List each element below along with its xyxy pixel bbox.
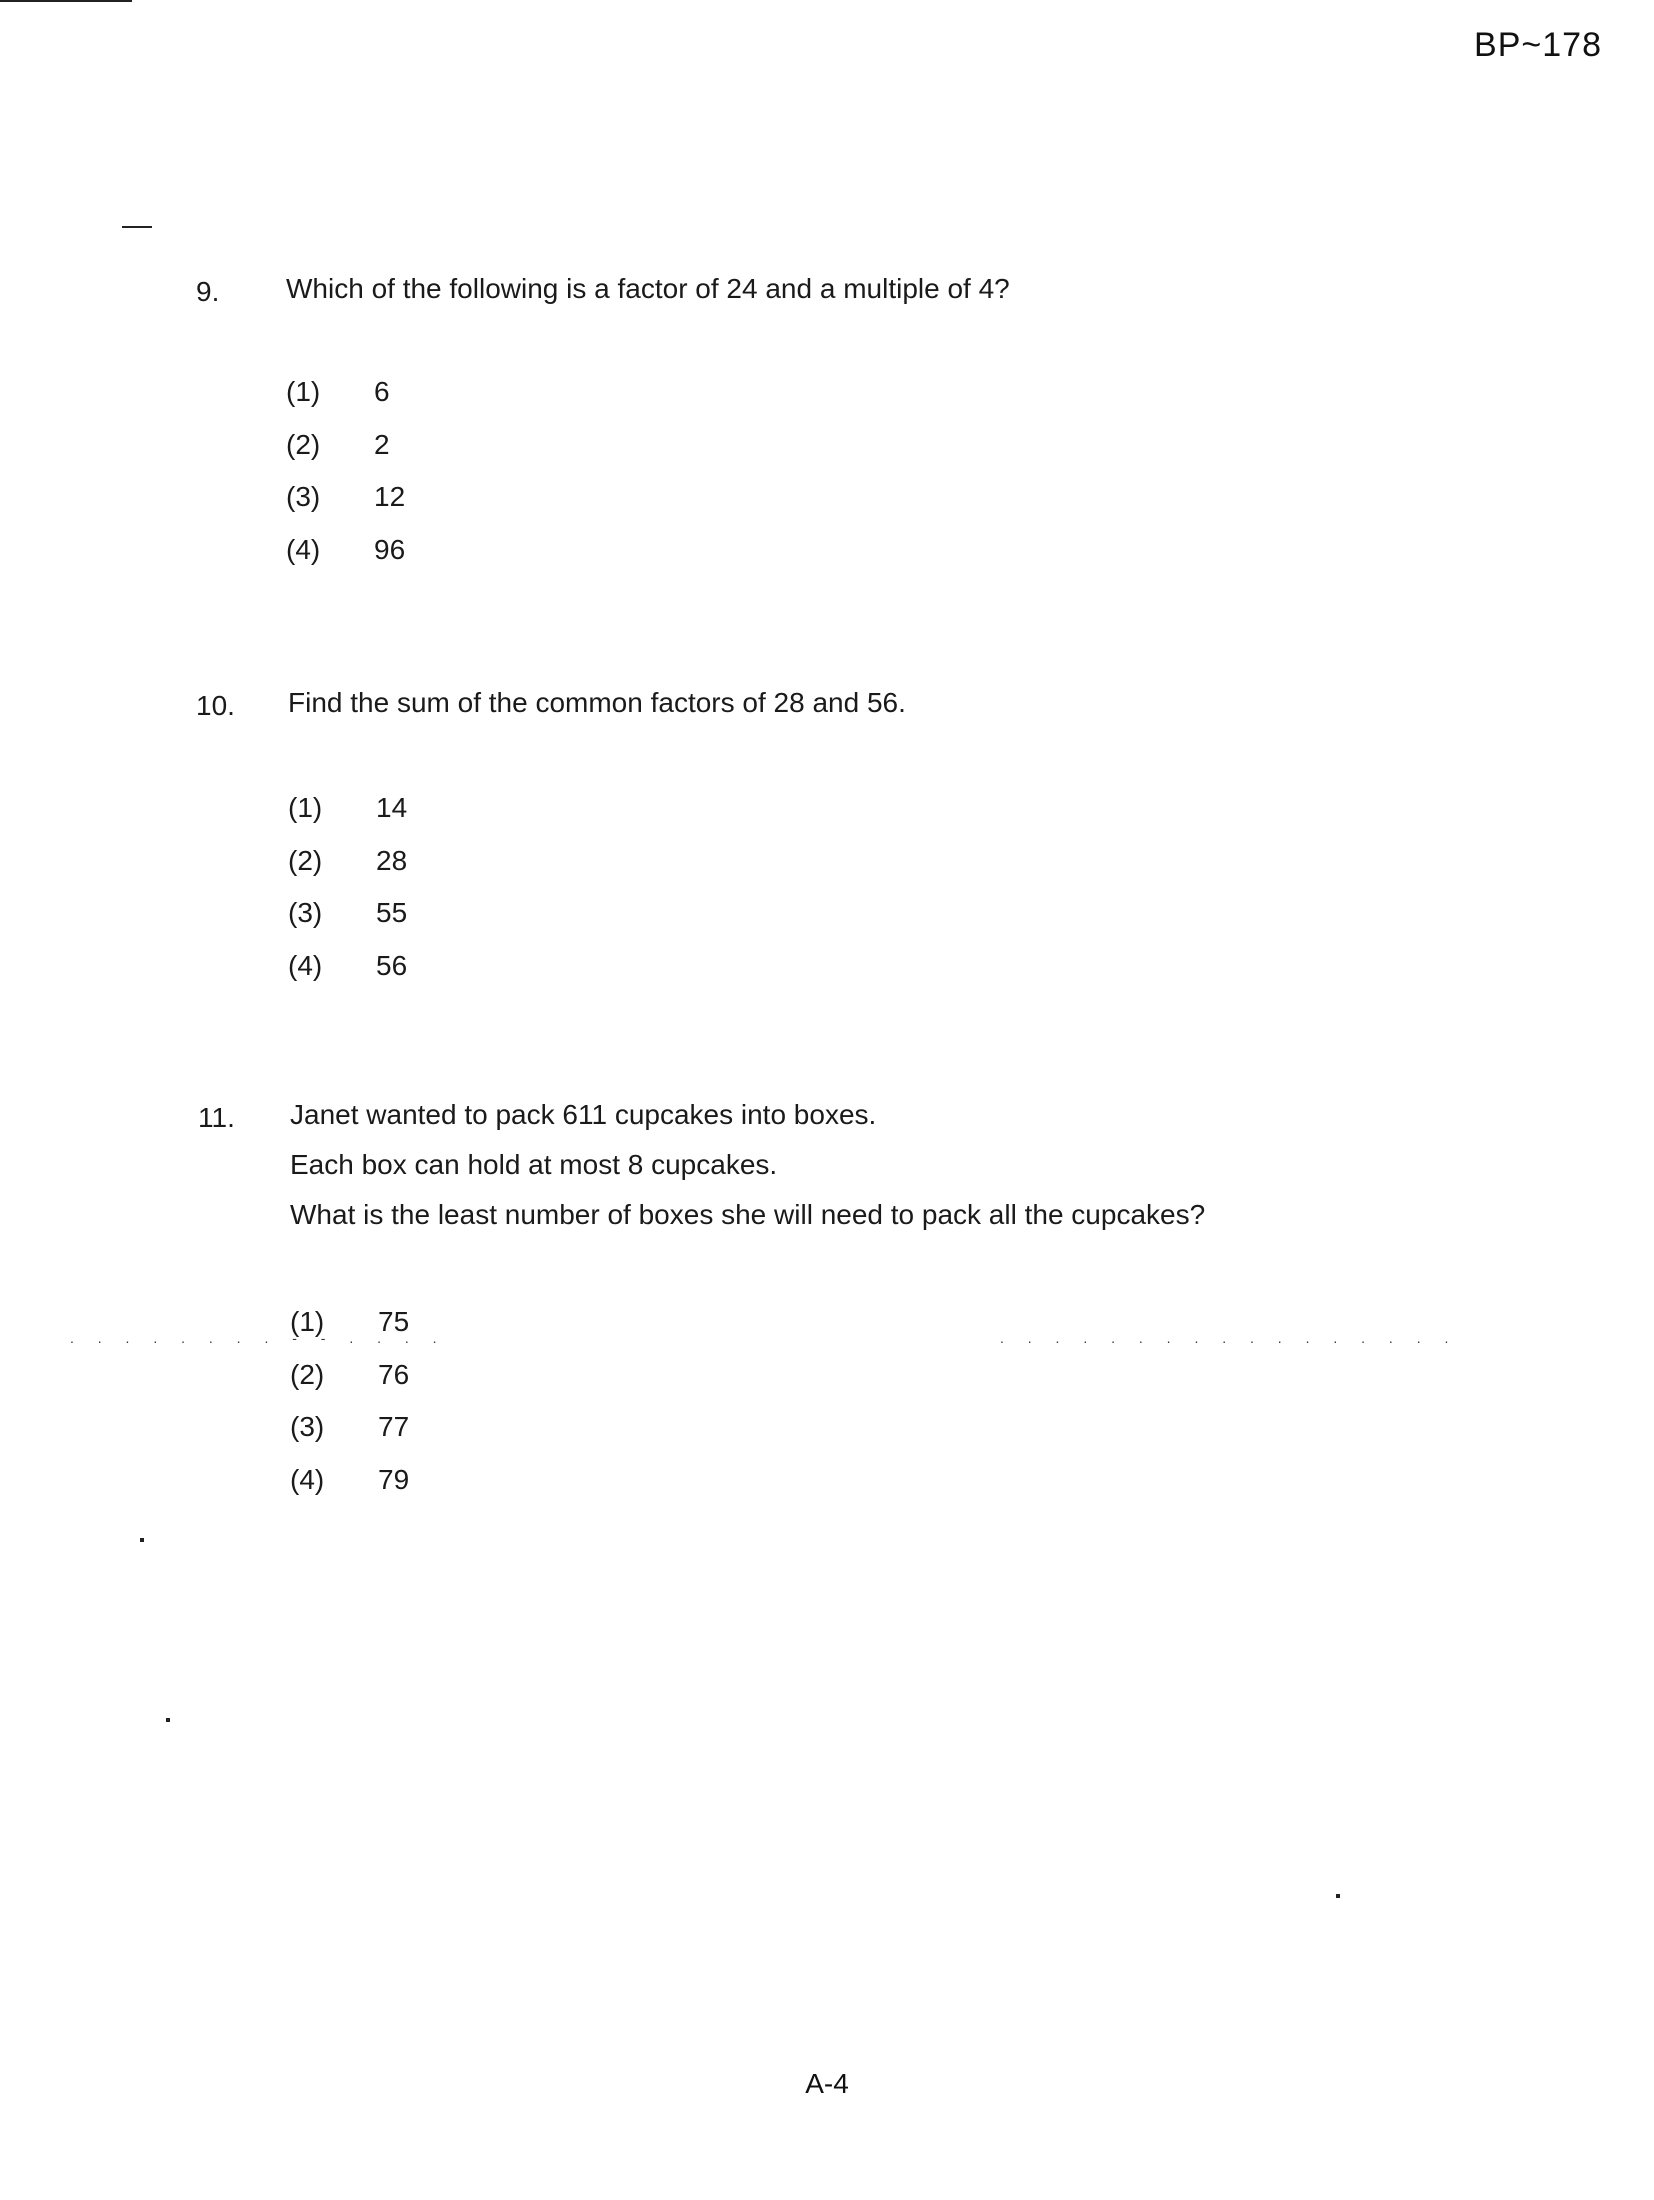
stray-dot-3 bbox=[1336, 1894, 1340, 1898]
stray-dot-2 bbox=[166, 1718, 170, 1722]
question-line: Which of the following is a factor of 24 and a multiple of 4? bbox=[286, 273, 1010, 304]
scan-noise-left: . . . . . . . . - - . . . . bbox=[70, 1330, 447, 1346]
question-number: 11. bbox=[198, 1102, 235, 1133]
option-1 bbox=[288, 782, 407, 835]
margin-dash bbox=[122, 226, 152, 228]
option-index: (1) bbox=[288, 792, 323, 824]
option-2 bbox=[286, 419, 405, 472]
option-3 bbox=[290, 1401, 409, 1454]
question-text bbox=[288, 678, 1488, 728]
option-index: (4) bbox=[290, 1463, 325, 1495]
question-text bbox=[290, 1090, 1490, 1240]
option-value: 2 bbox=[374, 428, 390, 460]
option-value: 96 bbox=[374, 533, 406, 565]
option-index: (4) bbox=[288, 949, 323, 981]
option-index: (3) bbox=[286, 481, 321, 513]
option-value: 6 bbox=[374, 376, 390, 408]
question-number: 10. bbox=[196, 690, 235, 721]
option-3 bbox=[288, 887, 407, 940]
option-value: 55 bbox=[376, 897, 408, 929]
option-index: (2) bbox=[288, 844, 323, 876]
stray-dot-1 bbox=[140, 1538, 144, 1542]
option-value: 56 bbox=[376, 949, 408, 981]
option-value: 76 bbox=[378, 1358, 410, 1390]
option-value: 75 bbox=[378, 1306, 410, 1338]
scan-line-top bbox=[0, 0, 132, 2]
option-4 bbox=[290, 1454, 409, 1507]
option-value: 79 bbox=[378, 1463, 410, 1495]
option-2 bbox=[288, 835, 407, 888]
option-index: (2) bbox=[286, 428, 321, 460]
option-index: (4) bbox=[286, 533, 321, 565]
question-number: 9. bbox=[196, 276, 220, 307]
question-line: Janet wanted to pack 611 cupcakes into boxes. bbox=[290, 1099, 877, 1130]
option-index: (3) bbox=[288, 897, 323, 929]
options-list bbox=[286, 366, 405, 576]
question-line: What is the least number of boxes she will need to pack all the cupcakes? bbox=[290, 1199, 1206, 1230]
options-list bbox=[290, 1296, 409, 1506]
question-text bbox=[286, 264, 1486, 314]
option-index: (1) bbox=[290, 1306, 325, 1338]
option-2 bbox=[290, 1349, 409, 1402]
option-4 bbox=[286, 524, 405, 577]
option-1 bbox=[290, 1296, 409, 1349]
document-code: BP~178 bbox=[1474, 26, 1602, 64]
option-1 bbox=[286, 366, 405, 419]
option-value: 12 bbox=[374, 481, 406, 513]
option-index: (1) bbox=[286, 376, 321, 408]
option-value: 28 bbox=[376, 844, 408, 876]
question-line: Each box can hold at most 8 cupcakes. bbox=[290, 1149, 778, 1180]
question-line: Find the sum of the common factors of 28 and 56. bbox=[288, 687, 906, 718]
options-list bbox=[288, 782, 407, 992]
option-3 bbox=[286, 471, 405, 524]
option-index: (2) bbox=[290, 1358, 325, 1390]
option-value: 14 bbox=[376, 792, 408, 824]
option-value: 77 bbox=[378, 1411, 410, 1443]
scan-noise-right: . . . . . . . . . . . . . . . . . bbox=[1000, 1330, 1459, 1346]
option-index: (3) bbox=[290, 1411, 325, 1443]
option-4 bbox=[288, 940, 407, 993]
page-number: A-4 bbox=[805, 2068, 849, 2099]
